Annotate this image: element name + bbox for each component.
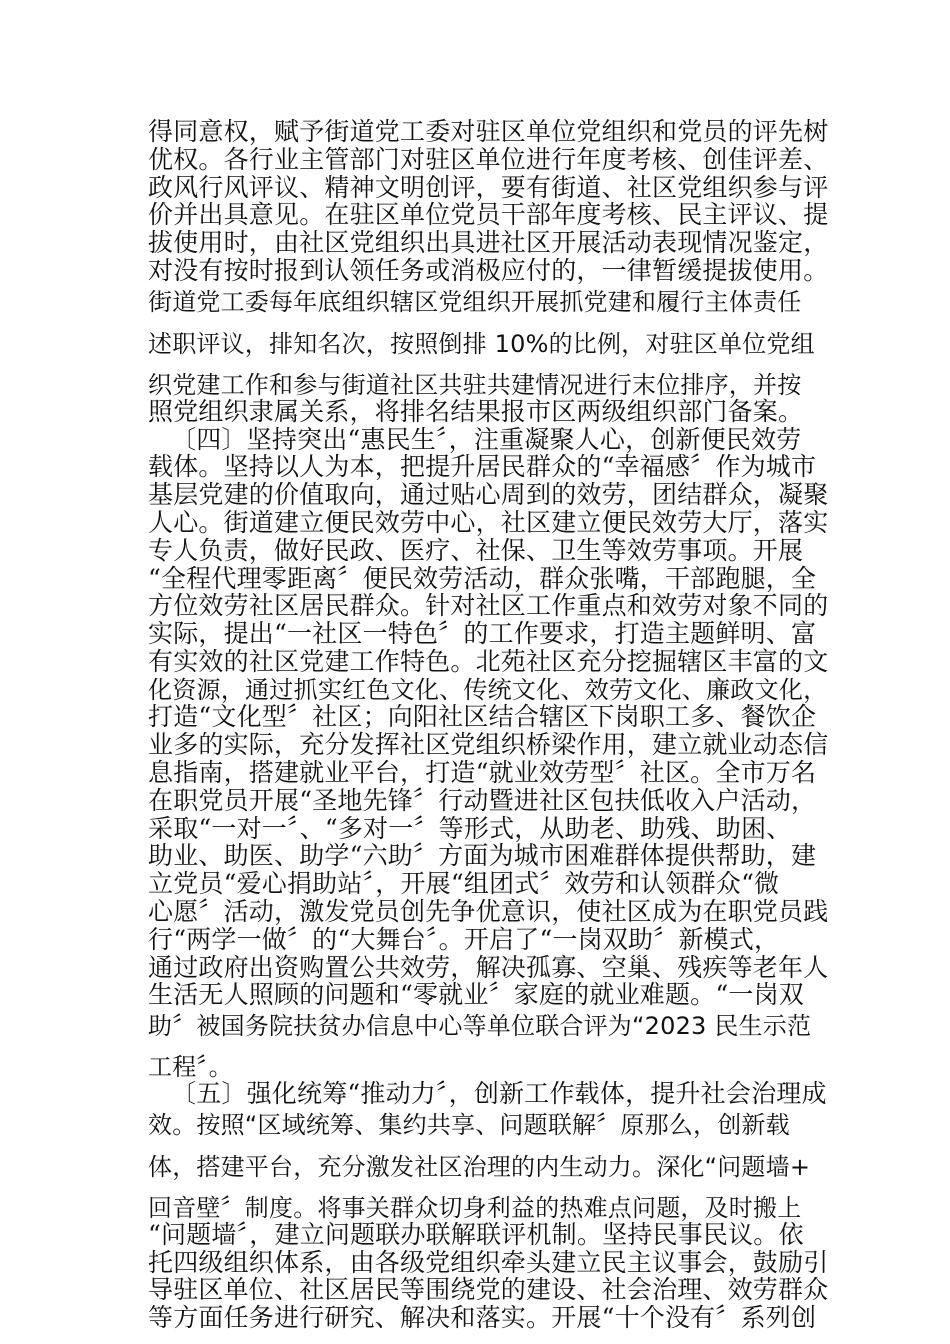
text-line: 方位效劳社区居民群众。针对社区工作重点和效劳对象不同的 [148, 591, 829, 621]
text-line: “问题墙〞，建立问题联办联解联评机制。坚持民事民议。依 [148, 1219, 804, 1249]
text-line: 价并出具意见。在驻区单位党员干部年度考核、民主评议、提 [148, 200, 829, 230]
text-line: 化资源，通过抓实红色文化、传统文化、效劳文化、廉政文化， [148, 675, 828, 704]
text-line: 息指南，搭建就业平台，打造“就业效劳型〞社区。全市万名 [148, 758, 817, 788]
text-line: 采取“一对一〞、“多对一〞等形式，从助老、助残、助困、 [148, 813, 792, 843]
text-line: 在职党员开展“圣地先锋〞行动暨进社区包扶低收入户活动， [148, 785, 817, 815]
text-line: 等方面任务进行研究、解决和落实。开展“十个没有〞系列创 [148, 1303, 817, 1333]
text-line: 工程〞。 [148, 1053, 233, 1082]
text-line: 行“两学一做〞的“大舞台〞。开启了“一岗双助〞新模式， [148, 924, 780, 954]
text-line: 效。按照“区域统筹、集约共享、问题联解〞原那么，创新载 [148, 1110, 790, 1139]
text-line: 打造“文化型〞社区；向阳社区结合辖区下岗职工多、餐饮企 [148, 702, 817, 732]
text-line: 有实效的社区党建工作特色。北苑社区充分挖掘辖区丰富的文 [148, 646, 829, 676]
text-line: 立党员“爱心捐助站〞，开展“组团式〞效劳和认领群众“微 [148, 869, 780, 899]
section-heading: 〔五〕强化统筹“推动力〞，创新工作载体，提升社会治理成 [171, 1079, 827, 1109]
text-line: 生活无人照顾的问题和“零就业〞家庭的就业难题。“一岗双 [148, 980, 804, 1010]
text-line: 导驻区单位、社区居民等围绕党的建设、社会治理、效劳群众 [148, 1275, 829, 1305]
text-line: 对没有按时报到认领任务或消极应付的，一律暂缓提拔使用。 [148, 255, 829, 285]
text-line: 拔使用时，由社区党组织出具进社区开展活动表现情况鉴定， [148, 228, 829, 258]
text-line: 优权。各行业主管部门对驻区单位进行年度考核、创佳评差、 [148, 144, 829, 174]
text-line: 载体。坚持以人为本，把提升居民群众的“幸福感〞作为城市 [148, 452, 817, 482]
text-line: 助业、助医、助学“六助〞方面为城市困难群体提供帮助，建 [148, 841, 817, 871]
text-line: 政风行风评议、精神文明创评，要有街道、社区党组织参与评 [148, 172, 829, 202]
text-line: 述职评议，排知名次，按照倒排 10%的比例，对驻区单位党组 [148, 329, 815, 358]
text-line: 基层党建的价值取向，通过贴心周到的效劳，团结群众，凝聚 [148, 480, 829, 510]
text-line: 通过政府出资购置公共效劳，解决孤寡、空巢、残疾等老年人 [148, 952, 829, 982]
text-line: 心愿〞活动，激发党员创先争优意识，使社区成为在职党员践 [148, 896, 829, 926]
text-line: 托四级组织体系，由各级党组织牵头建立民主议事会，鼓励引 [148, 1247, 829, 1277]
text-line: 助〞被国务院扶贫办信息中心等单位联合评为“2023 民生示范 [148, 1012, 812, 1040]
text-line: 照党组织隶属关系，将排名结果报市区两级组织部门备案。 [148, 396, 804, 426]
text-line: 实际，提出“一社区一特色〞的工作要求，打造主题鲜明、富 [148, 619, 817, 649]
text-line: 业多的实际，充分发挥社区党组织桥梁作用，建立就业动态信 [148, 730, 829, 760]
text-line: 织党建工作和参与街道社区共驻共建情况进行末位排序，并按 [148, 370, 802, 399]
text-line: 街道党工委每年底组织辖区党组织开展抓党建和履行主体责任 [148, 287, 802, 316]
text-line: 专人负责，做好民政、医疗、社保、卫生等效劳事项。开展 [148, 535, 804, 565]
text-line: 人心。街道建立便民效劳中心，社区建立便民效劳大厅，落实 [148, 507, 829, 537]
section-heading: 〔四〕坚持突出“惠民生〞，注重凝聚人心，创新便民效劳 [171, 424, 802, 454]
text-line: 体，搭建平台，充分激发社区治理的内生动力。深化“问题墙+ [148, 1152, 811, 1181]
text-line: “全程代理零距离〞便民效劳活动，群众张嘴，干部跑腿，全 [148, 563, 817, 593]
text-line: 得同意权，赋予街道党工委对驻区单位党组织和党员的评先树 [148, 117, 829, 146]
text-line: 回音壁〞制度。将事关群众切身利益的热难点问题，及时搬上 [148, 1194, 802, 1223]
